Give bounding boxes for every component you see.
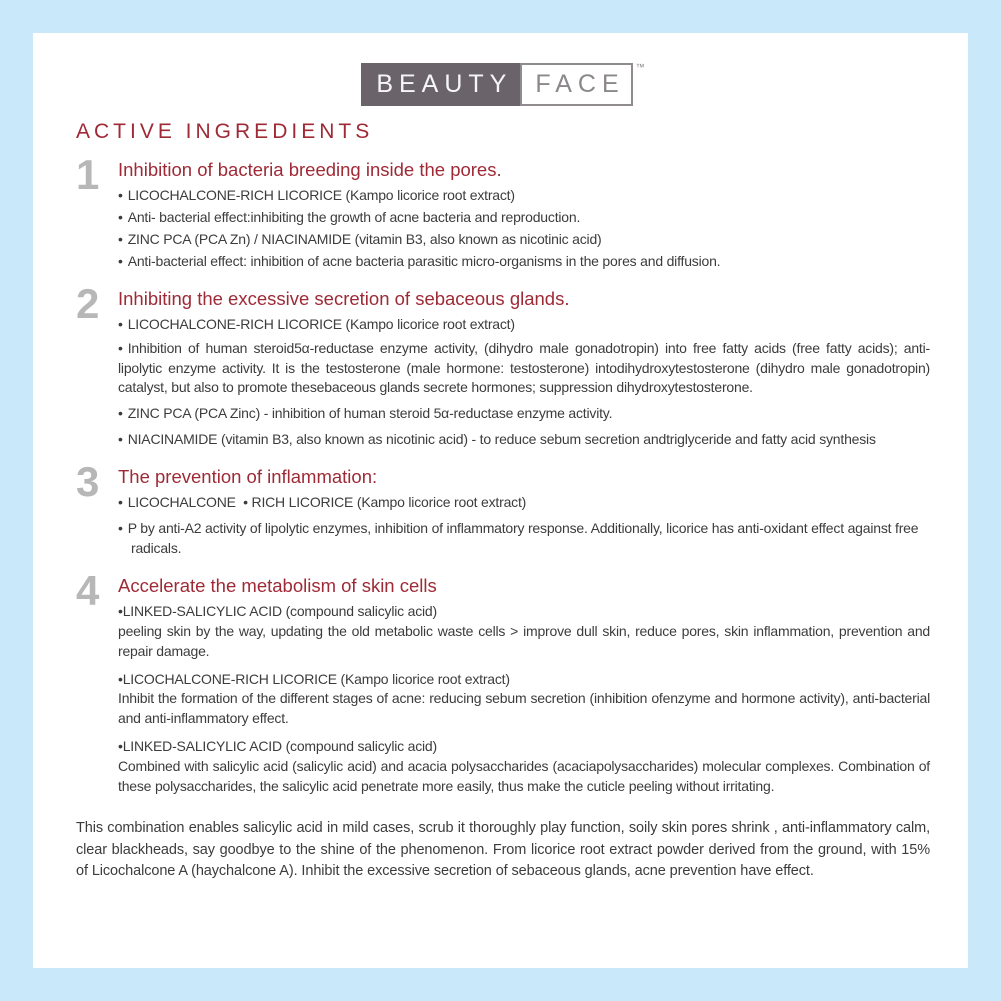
section-1-body (118, 158, 930, 274)
logo-face-text: FACE (535, 70, 625, 98)
bullet-icon: • (118, 230, 123, 247)
bullet-icon: • (118, 520, 123, 536)
list-item-text: Anti-bacterial effect: inhibition of acne bacteria parasitic micro-organisms in the pores and diffusion. (127, 252, 721, 269)
list-item-text: Anti- bacterial effect:inhibiting the growth of acne bacteria and reproduction. (127, 209, 581, 225)
logo-beauty-block (361, 63, 520, 106)
section-3-heading: The prevention of inflammation: (118, 466, 378, 487)
ingredient-block (118, 602, 930, 662)
section-4-body (118, 574, 930, 805)
content-card (33, 33, 968, 968)
bullet-icon: • (118, 252, 123, 269)
list-item (118, 430, 930, 450)
logo-beauty-text: BEAUTY (376, 70, 513, 98)
ingredient-lead (118, 737, 930, 757)
ingredient-description: Combined with salicylic acid (salicylic acid) and acacia polysaccharides (acaciapolysaccharides) molecular complexes. Combination of these polysaccharides, the salicylic acid penetrate more easily, thus make the cuticle peeling without irritating. (118, 758, 930, 794)
list-item (118, 493, 930, 513)
list-item-text: ZINC PCA (PCA Zn) / NIACINAMIDE (vitamin B3, also known as nicotinic acid) (127, 230, 602, 247)
list-item-text: ZINC PCA (PCA Zinc) - inhibition of human steroid 5α-reductase enzyme activity. (127, 405, 613, 422)
summary-paragraph: This combination enables salicylic acid in mild cases, scrub it thoroughly play function, soily skin pores shrink , anti-inflammatory calm, clear blackheads, say goodbye to the shine of the phenomenon. From licorice root extract powder derived from the ground, with 15% of Licochalcone A (haychalcone A). Inhibit the excessive secretion of sebaceous glands, acne prevention have effect. (76, 819, 930, 880)
section-4-heading: Accelerate the metabolism of skin cells (118, 574, 437, 596)
list-item (118, 186, 930, 206)
list-item (118, 208, 930, 228)
section-2-number: 2 (76, 279, 99, 327)
trademark-symbol: ™ (635, 62, 645, 72)
page-title: ACTIVE INGREDIENTS (76, 120, 374, 143)
ingredient-block (118, 670, 930, 730)
list-item-text: Inhibition of human steroid5α-reductase enzyme activity, (dihydro male gonadotropin) into free fatty acids (free fatty acids); anti-lipolytic enzyme activity. It is the testosterone (male hormone: testosterone) intodihydroxytestosterone (dihydro male gonadotropin) catalyst, but also to promote thesebaceous glands secrete hormones; suppression dihydroxytestosterone. (118, 339, 930, 396)
section-4 (76, 566, 930, 805)
section-3 (76, 458, 930, 561)
ingredient-lead (118, 670, 930, 690)
bullet-icon: • (118, 405, 123, 422)
logo (76, 63, 930, 106)
section-1 (76, 151, 930, 274)
list-item (118, 519, 930, 559)
bullet-icon: • (118, 670, 123, 687)
section-3-body (118, 465, 930, 561)
bullet-icon: • (118, 494, 123, 511)
bullet-icon: • (118, 209, 123, 225)
list-item-text: LICOCHALCONE-RICH LICORICE (Kampo licorice root extract) (127, 315, 515, 332)
section-4-number: 4 (76, 566, 99, 614)
list-item (118, 404, 930, 424)
list-item (118, 315, 930, 335)
section-2-body (118, 287, 930, 452)
bullet-icon: • (118, 187, 123, 204)
list-item (118, 252, 930, 272)
logo-face-block (520, 63, 632, 106)
ingredient-lead (118, 602, 930, 622)
section-3-number: 3 (76, 458, 99, 505)
section-1-number: 1 (76, 151, 99, 198)
bullet-icon: • (118, 315, 123, 332)
list-item-text: NIACINAMIDE (vitamin B3, also known as nicotinic acid) - to reduce sebum secretion andtriglyceride and fatty acid synthesis (127, 431, 876, 448)
ingredient-name: LINKED-SALICYLIC ACID (compound salicylic acid) (122, 738, 437, 755)
list-item (118, 230, 930, 250)
ingredient-name: LICOCHALCONE-RICH LICORICE (Kampo licorice root extract) (122, 670, 510, 687)
bullet-icon: • (118, 339, 123, 356)
ingredient-block (118, 737, 930, 797)
beauty-face-logo (361, 63, 644, 106)
ingredient-name: LINKED-SALICYLIC ACID (compound salicylic acid) (122, 602, 437, 619)
list-item-text: LICOCHALCONE • RICH LICORICE (Kampo licorice root extract) (127, 494, 527, 511)
list-item (118, 339, 930, 399)
bullet-icon: • (118, 738, 123, 755)
bullet-icon: • (118, 431, 123, 448)
bullet-icon: • (118, 602, 123, 619)
section-1-heading: Inhibition of bacteria breeding inside the pores. (118, 159, 502, 180)
section-2 (76, 279, 930, 452)
ingredient-description: peeling skin by the way, updating the old metabolic waste cells > improve dull skin, reduce pores, skin inflammation, prevention and repair damage. (118, 622, 930, 659)
ingredient-description: Inhibit the formation of the different stages of acne: reducing sebum secretion (inhibition ofenzyme and hormone activity), anti-bacterial and anti-inflammatory effect. (118, 690, 930, 727)
list-item-text: LICOCHALCONE-RICH LICORICE (Kampo licorice root extract) (127, 187, 515, 204)
list-item-text: P by anti-A2 activity of lipolytic enzymes, inhibition of inflammatory response. Additionally, licorice has anti-oxidant effect against free radicals. (127, 520, 919, 556)
section-2-heading: Inhibiting the excessive secretion of sebaceous glands. (118, 287, 570, 309)
